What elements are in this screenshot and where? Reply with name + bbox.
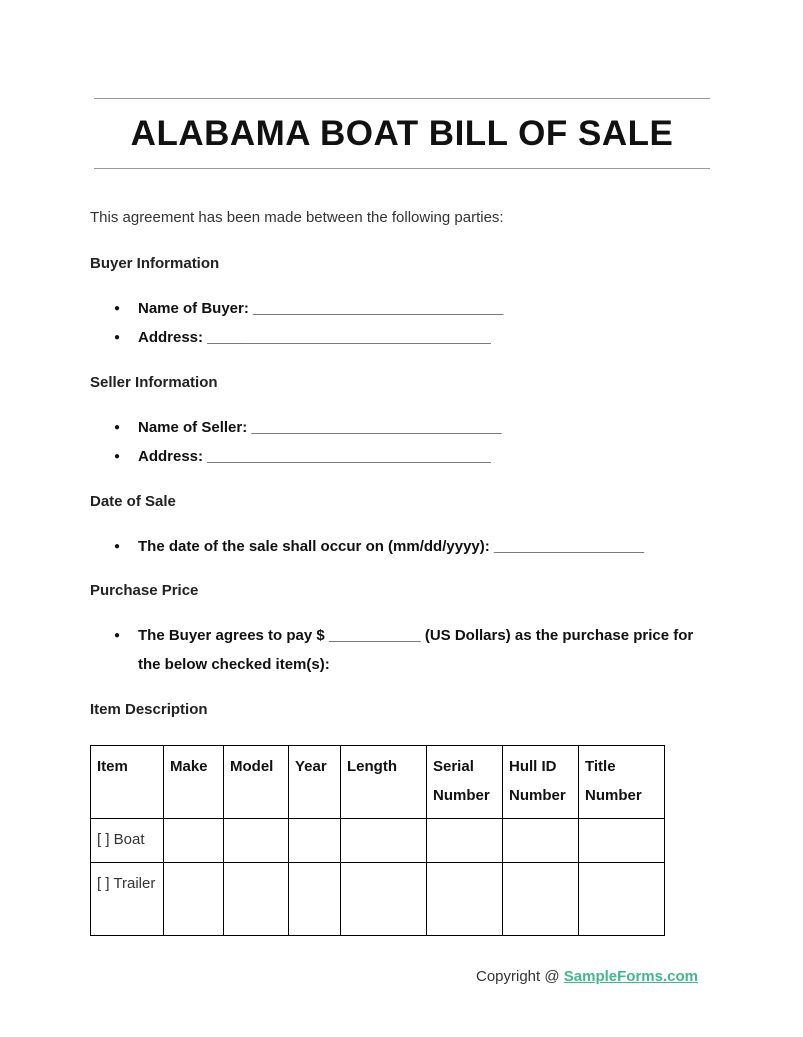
table-cell[interactable] (289, 819, 341, 863)
table-cell[interactable] (503, 819, 579, 863)
sale-date-field[interactable]: The date of the sale shall occur on (mm/dd/yyyy): __________________ (138, 538, 645, 555)
column-header: Serial Number (427, 746, 503, 819)
table-cell[interactable] (579, 863, 665, 936)
table-cell[interactable] (341, 819, 427, 863)
table-cell[interactable] (341, 863, 427, 936)
bullet-icon: ● (114, 303, 121, 314)
table-header-row (91, 746, 665, 819)
brand-link[interactable]: SampleForms.com (563, 968, 698, 985)
table-cell[interactable] (579, 819, 665, 863)
table-cell[interactable] (289, 863, 341, 936)
buyer-name-field[interactable]: Name of Buyer: ______________________________ (138, 300, 504, 317)
purchase-price-heading: Purchase Price (90, 582, 199, 599)
buyer-heading: Buyer Information (90, 255, 220, 272)
table-cell[interactable] (224, 863, 289, 936)
item-description-table (90, 745, 665, 936)
column-header: Length (341, 746, 427, 819)
document-title: ALABAMA BOAT BILL OF SALE (130, 114, 674, 153)
item-cell[interactable]: [ ] Trailer (91, 863, 164, 936)
date-of-sale-heading: Date of Sale (90, 493, 176, 510)
table-cell[interactable] (427, 819, 503, 863)
column-header: Model (224, 746, 289, 819)
table-row (91, 863, 665, 936)
table-cell[interactable] (503, 863, 579, 936)
buyer-address-field[interactable]: Address: __________________________________ (138, 329, 491, 346)
intro-text: This agreement has been made between the following parties: (90, 209, 504, 226)
table-cell[interactable] (164, 863, 224, 936)
bullet-icon: ● (114, 541, 121, 552)
column-header: Hull ID Number (503, 746, 579, 819)
column-header: Title Number (579, 746, 665, 819)
table-cell[interactable] (224, 819, 289, 863)
bullet-icon: ● (114, 422, 121, 433)
item-cell[interactable]: [ ] Boat (91, 819, 164, 863)
seller-address-field[interactable]: Address: __________________________________ (138, 448, 491, 465)
copyright-footer (476, 968, 698, 985)
bullet-icon: ● (114, 332, 121, 343)
seller-heading: Seller Information (90, 374, 218, 391)
item-description-heading: Item Description (90, 701, 208, 718)
table-cell[interactable] (427, 863, 503, 936)
purchase-price-field[interactable]: The Buyer agrees to pay $ ___________ (US Dollars) as the purchase price for the below checked item(s): (138, 627, 694, 673)
column-header: Year (289, 746, 341, 819)
bullet-icon: ● (114, 630, 121, 641)
top-divider (94, 98, 710, 99)
seller-name-field[interactable]: Name of Seller: ______________________________ (138, 419, 502, 436)
title-divider (94, 168, 710, 169)
column-header: Make (164, 746, 224, 819)
table-cell[interactable] (164, 819, 224, 863)
column-header: Item (91, 746, 164, 819)
copyright-prefix: Copyright @ (476, 968, 564, 985)
bullet-icon: ● (114, 451, 121, 462)
table-row (91, 819, 665, 863)
